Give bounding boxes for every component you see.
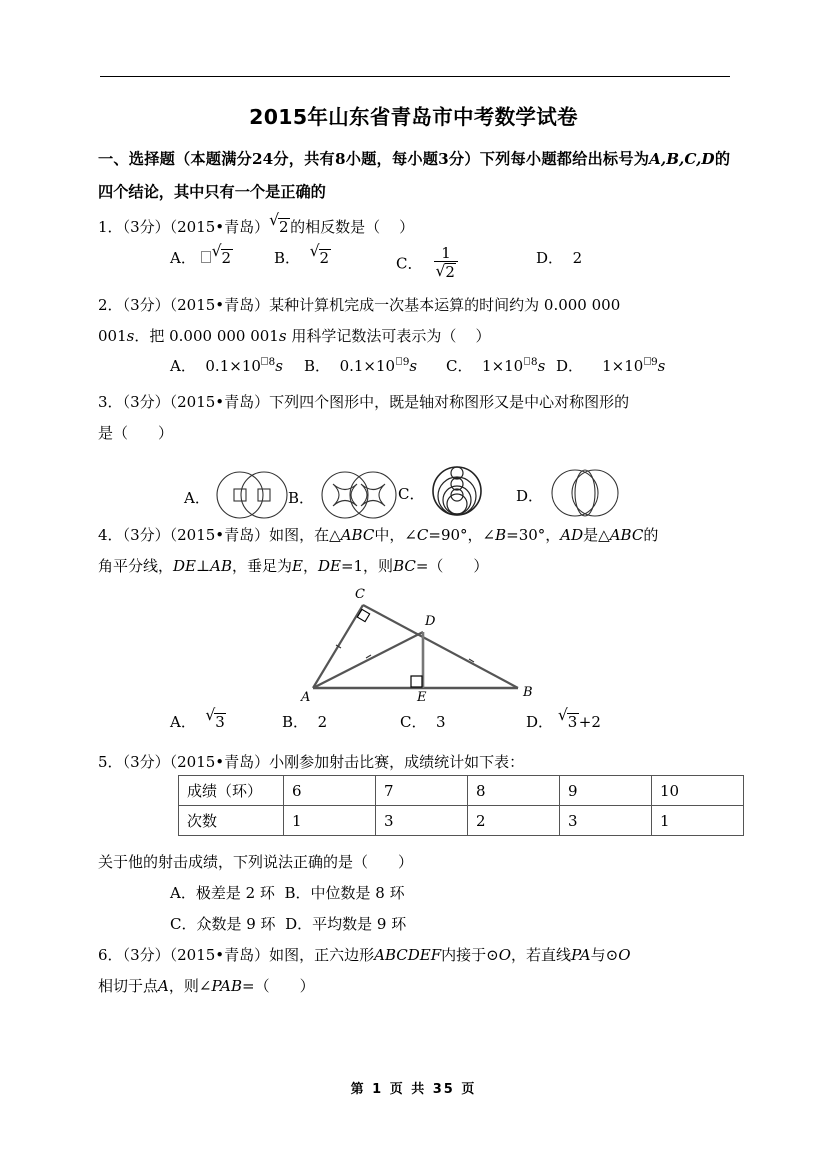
q1-option-b-radicand: 2 <box>319 249 330 267</box>
q3-option-c-label: C． <box>398 484 425 503</box>
q2-text-3: 用科学记数法可表示为（ <box>291 327 457 345</box>
q2-text-2: ．把 0.000 000 001 <box>134 327 279 345</box>
q1-option-c-label: C． <box>396 254 423 273</box>
q2-option-b-exponent: 9 <box>395 356 409 368</box>
section-mid2: 小题，每小题 <box>345 150 439 168</box>
q1-sqrt <box>269 212 290 243</box>
q5-statistics-table <box>178 775 744 836</box>
question-1-options <box>170 243 730 289</box>
q1-source: （2015•青岛） <box>169 218 270 236</box>
q3-line-2: 是（ ） <box>98 424 174 442</box>
section-heading <box>98 143 730 209</box>
q2-value: 001 <box>98 327 127 345</box>
q1-option-b-sqrt <box>310 243 331 274</box>
q5-source: （2015•青岛） <box>169 753 270 771</box>
radical-icon: √ <box>435 261 446 280</box>
q2-option-c[interactable] <box>446 351 545 382</box>
q6-source: （2015•青岛） <box>169 946 270 964</box>
q1-option-a-sqrt <box>212 243 233 274</box>
table-row <box>179 806 744 836</box>
q2-option-c-label: C． <box>446 357 473 375</box>
q1-option-d-label: D． <box>536 249 564 267</box>
svg-text:D: D <box>425 614 436 629</box>
q4-option-b-label: B． <box>282 713 309 731</box>
q5-option-b[interactable]: B．中位数是 8 环 <box>284 884 405 902</box>
table-cell: 3 <box>376 806 468 836</box>
q4-option-d-sqrt: √ 3 <box>557 705 578 731</box>
radical-icon: √ <box>269 210 280 229</box>
q4-option-d-label: D． <box>526 713 554 731</box>
q3-marks: （3分） <box>122 393 170 411</box>
q6-line-2: 相切于点A，则∠PAB=（ ） <box>98 977 315 995</box>
question-3-stem <box>98 387 730 449</box>
question-2-stem <box>98 290 730 352</box>
q2-option-d-unit: s <box>657 357 666 375</box>
table-row-header-scores: 成绩（环） <box>179 776 284 806</box>
svg-text:B: B <box>523 685 533 700</box>
section-suffix: 的四个结论，其中只有一个是正确的 <box>98 150 731 201</box>
q6-marks: （3分） <box>122 946 170 964</box>
q2-marks: （3分） <box>122 296 170 314</box>
q2-option-a-exponent: 8 <box>261 356 275 368</box>
svg-text:E: E <box>417 690 427 703</box>
q1-stem-text: 的相反数是（ <box>290 218 381 236</box>
q3-option-b-label: B． <box>288 488 315 507</box>
q1-option-c-numerator: 1 <box>441 243 451 262</box>
q2-option-d-mantissa: 1×10 <box>602 357 644 375</box>
q2-text-1: 某种计算机完成一次基本运算的时间约为 0.000 000 <box>269 296 621 314</box>
table-row-header-frequency: 次数 <box>179 806 284 836</box>
q1-stem-close: ） <box>399 218 415 236</box>
header-rule <box>100 76 730 77</box>
question-6-stem <box>98 940 730 1002</box>
q2-unit-2: s <box>278 327 287 345</box>
q3-text-1: 下列四个图形中，既是轴对称图形又是中心对称图形的 <box>269 393 630 411</box>
q4-option-a-label: A． <box>170 713 196 731</box>
q2-option-a-unit: s <box>275 357 283 375</box>
q1-option-c[interactable] <box>396 243 460 283</box>
q4-line-1: 4．（3分）（2015•青岛）如图，在△ABC中，∠C=90°，∠B=30°，AD是△ABC的 <box>98 526 659 544</box>
q3-option-a-label: A． <box>184 488 210 507</box>
q1-radicand: 2 <box>279 218 289 236</box>
q2-source: （2015•青岛） <box>169 296 270 314</box>
q1-option-b-label: B． <box>274 249 301 267</box>
q2-line-1: 2．（3分）（2015•青岛）某种计算机完成一次基本运算的时间约为 0.000 000 <box>98 296 621 314</box>
q5-option-a[interactable]: A．极差是 2 环 <box>170 884 275 902</box>
q2-option-c-exponent: 8 <box>523 356 537 368</box>
table-cell: 1 <box>284 806 376 836</box>
q2-option-b[interactable] <box>304 351 417 382</box>
q5-marks: （3分） <box>122 753 170 771</box>
q5-number: 5 <box>98 753 108 771</box>
missing-glyph-box-icon <box>524 357 531 366</box>
question-3-figures <box>98 452 730 514</box>
radical-icon: √ <box>557 705 568 724</box>
section-letters: A,B,C,D <box>649 150 715 168</box>
table-cell: 2 <box>468 806 560 836</box>
q2-option-a-mantissa: 0.1×10 <box>205 357 261 375</box>
q6-line-1: 6．（3分）（2015•青岛）如图，正六边形ABCDEF内接于⊙O，若直线PA与⊙O <box>98 946 631 964</box>
q2-option-b-label: B． <box>304 357 331 375</box>
q2-option-d[interactable] <box>556 351 665 382</box>
q4-number: 4 <box>98 526 108 544</box>
q3-option-d[interactable] <box>516 464 622 526</box>
q2-option-d-exponent: 9 <box>643 356 657 368</box>
q5-text: 小刚参加射击比赛，成绩统计如下表： <box>269 753 525 771</box>
q2-option-c-mantissa: 1×10 <box>482 357 524 375</box>
q2-line-2 <box>98 321 730 352</box>
missing-glyph-box-icon <box>644 357 651 366</box>
q1-option-c-den-radicand: 2 <box>445 263 455 282</box>
missing-glyph-box-icon <box>201 251 211 264</box>
q4-triangle-diagram <box>283 583 548 707</box>
two-circles-lens-figure <box>546 464 622 526</box>
q1-option-d-value: 2 <box>572 249 583 267</box>
q3-line-1: 3．（3分）（2015•青岛）下列四个图形中，既是轴对称图形又是中心对称图形的 <box>98 393 630 411</box>
table-cell: 1 <box>652 806 744 836</box>
q3-option-d-label: D． <box>516 486 544 505</box>
q1-option-d[interactable] <box>536 243 582 274</box>
q4-source: （2015•青岛） <box>169 526 270 544</box>
page-footer: 第 1 页 共 35 页 <box>350 1082 477 1097</box>
q1-option-a-label: A． <box>170 249 196 267</box>
q4-line-2: 角平分线，DE⊥AB，垂足为E，DE=1，则BC=（ ） <box>98 557 489 575</box>
question-4-stem <box>98 520 730 582</box>
table-cell: 7 <box>376 776 468 806</box>
q4-option-b[interactable]: B． 2 <box>282 713 328 731</box>
q2-option-b-unit: s <box>409 357 418 375</box>
q6-number: 6 <box>98 946 108 964</box>
table-cell: 6 <box>284 776 376 806</box>
q4-option-d[interactable]: D． √ 3 +2 <box>526 707 601 738</box>
q5-option-d[interactable]: D．平均数是 9 环 <box>285 915 407 933</box>
page-title: 2015年山东省青岛市中考数学试卷 <box>249 105 578 129</box>
q1-option-c-fraction <box>434 245 459 282</box>
section-per: 3 <box>438 150 449 168</box>
q3-option-c[interactable] <box>398 462 487 524</box>
q2-option-b-mantissa: 0.1×10 <box>339 357 396 375</box>
q4-marks: （3分） <box>122 526 170 544</box>
q2-option-c-unit: s <box>537 357 546 375</box>
q2-option-d-label: D． <box>556 357 584 375</box>
q3-option-b[interactable] <box>288 466 401 528</box>
q5-options-row-1 <box>170 878 730 909</box>
section-count: 8 <box>334 150 346 168</box>
section-score: 24 <box>252 150 274 168</box>
q2-number: 2 <box>98 296 108 314</box>
table-cell: 10 <box>652 776 744 806</box>
section-mid3: 分）下列每小题都给出标号为 <box>448 150 650 168</box>
question-5-options <box>170 878 730 940</box>
q1-option-a[interactable] <box>170 243 233 274</box>
q2-option-a[interactable] <box>170 351 283 382</box>
q5-option-c[interactable]: C．众数是 9 环 <box>170 915 276 933</box>
two-circles-with-squares-figure <box>213 466 291 528</box>
q4-option-a-sqrt: √ 3 <box>205 705 225 731</box>
table-cell: 8 <box>468 776 560 806</box>
svg-text:A: A <box>301 690 311 703</box>
question-5-stem: 5．（3分）（2015•青岛）小刚参加射击比赛，成绩统计如下表： <box>98 753 525 771</box>
q1-marks: （3分） <box>122 218 170 236</box>
question-1-stem: 1．（3分）（2015•青岛） √ 2 的相反数是（ ） <box>98 212 730 243</box>
table-cell: 3 <box>560 806 652 836</box>
q1-number: 1 <box>98 218 108 236</box>
q1-option-c-denominator <box>434 261 459 281</box>
q4-option-c-label: C． <box>400 713 427 731</box>
section-mid1: 分，共有 <box>273 150 335 168</box>
q4-option-a[interactable] <box>170 707 226 738</box>
q2-option-a-label: A． <box>170 357 196 375</box>
q1-option-c-sqrt <box>436 263 457 281</box>
q4-option-c[interactable]: C． 3 <box>400 713 446 731</box>
nested-circles-column-figure <box>427 462 487 524</box>
q3-option-a[interactable] <box>184 466 291 528</box>
svg-text:C: C <box>355 587 365 602</box>
missing-glyph-box-icon <box>261 357 268 366</box>
q3-number: 3 <box>98 393 108 411</box>
missing-glyph-box-icon <box>396 357 403 366</box>
table-row <box>179 776 744 806</box>
table-cell: 9 <box>560 776 652 806</box>
q2-unit: s <box>126 327 135 345</box>
q5-options-row-2 <box>170 909 730 940</box>
q2-text-close: ） <box>475 327 491 345</box>
q1-option-b[interactable] <box>274 243 331 274</box>
radical-icon: √ <box>211 241 222 260</box>
radical-icon: √ <box>205 705 216 724</box>
two-circles-with-concave-arcs-figure <box>317 466 401 528</box>
q5-follow-up: 关于他的射击成绩，下列说法正确的是（ ） <box>98 853 414 871</box>
q1-option-a-radicand: 2 <box>221 249 232 267</box>
radical-icon: √ <box>309 241 320 260</box>
q3-source: （2015•青岛） <box>169 393 270 411</box>
section-prefix: 一、选择题（本题满分 <box>98 150 252 168</box>
